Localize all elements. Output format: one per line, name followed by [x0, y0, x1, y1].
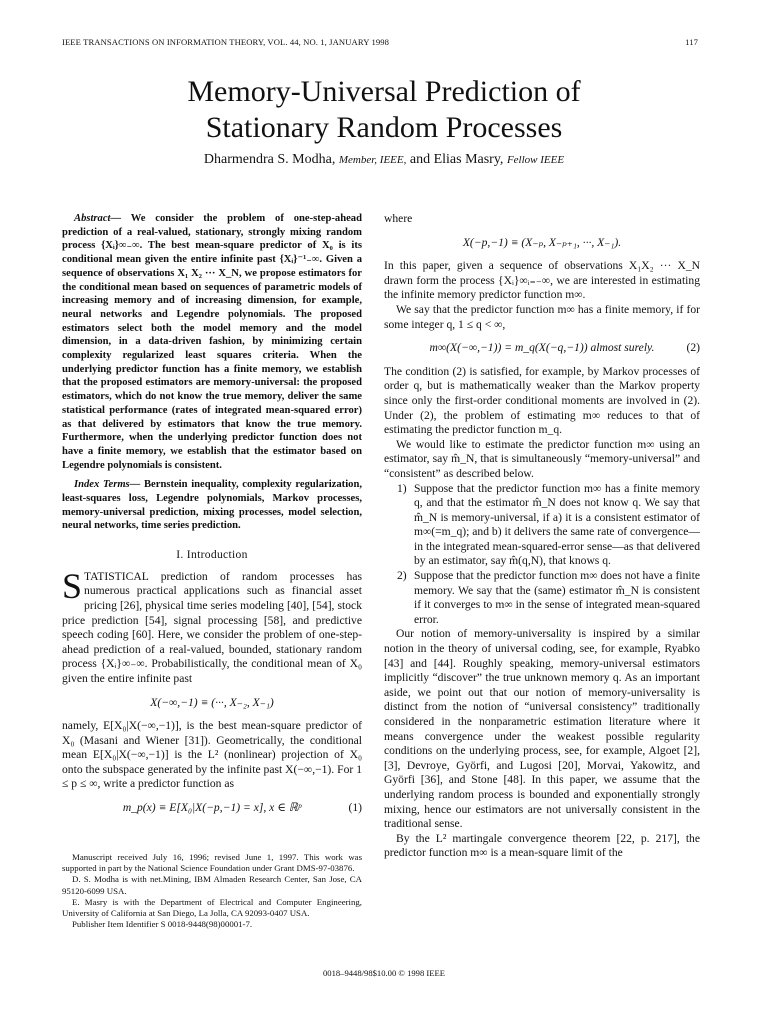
list-item-1-text: Suppose that the predictor function m∞ has a finite memory q, and that the estimator m̂_N does not know q. We say that m̂_N is memory-universal, if a) it is a consistent estimator of m∞(=m_q); and b) it delivers the same rate of convergence—in the integrated mean-squared-error sense—as that delivered by an estimator, say m̂(q,N), that knows q. — [414, 481, 700, 568]
page-number: 117 — [685, 37, 698, 47]
list-item-1-number: 1) — [397, 481, 407, 495]
equation-2-number: (2) — [686, 341, 700, 355]
author-1: Dharmendra S. Modha, — [203, 152, 336, 167]
intro-paragraph-2: namely, E[X₀|X(−∞,−1)], is the best mean-square predictor of X₀ (Masani and Wiener [31]). Geometrically, the conditional mean E[X₀|X(−∞,−1)] is the L² (nonlinear) projection of X₀ onto the subspace generated by the infinite past X(−∞,−1). For 1 ≤ p ≤ ∞, write a predictor function as — [62, 719, 362, 791]
right-paragraph-4: We would like to estimate the predictor function m∞ using an estimator, say m̂_N, that is simultaneously “memory-universal” and “consistent” as described below. — [384, 437, 700, 480]
section-heading: I. Introduction — [176, 548, 248, 562]
title-line-1: Memory-Universal Prediction of — [187, 75, 581, 108]
equation-1 — [62, 801, 362, 816]
footnote-identifier: Publisher Item Identifier S 0018-9448(98)00001-7. — [72, 919, 253, 930]
equation-1-number: (1) — [348, 801, 362, 815]
where-text: where — [384, 212, 413, 225]
right-paragraph-5: Our notion of memory-universality is inspired by a similar notion in the theory of universal coding, see, for example, Ryabko [43] and [44]. Roughly speaking, memory-universal estimators implicitly “discover” the true unknown memory q. As an important aside, we point out that our notion of memory-universality is distinct from the notion of “universal consistency” traditionally considered in the nonparametric estimation literature where it means convergence under the weakest possible regularity conditions on the underlying process, see, for example, Algoet [2], [3], Devroye, Györfi, and Lugosi [20], Morvai, Yakowitz, and Györfi [36], and Stone [48]. In this paper, we assume that the underlying random process is bounded and exponentially strongly mixing, hence our estimators are not universally consistent in the traditional sense. — [384, 627, 700, 831]
list-item-2 — [384, 569, 700, 627]
equation-2-body: m∞(X(−∞,−1)) = m_q(X(−q,−1)) almost surely. — [429, 341, 655, 355]
copyright-footer: 0018–9448/98$10.00 © 1998 IEEE — [322, 968, 446, 978]
running-header — [62, 37, 698, 51]
author-conj: and Elias Masry, — [409, 152, 504, 167]
intro-paragraph-1 — [62, 565, 362, 687]
list-item-2-text: Suppose that the predictor function m∞ does not have a finite memory. We say that the (same) estimator m̂_N is consistent if it converges to m∞ in the sense of integrated mean-squared error. — [414, 569, 700, 626]
index-terms-text: Bernstein inequality, complexity regularization, least-squares loss, Legendre polynomials, Markov processes, memory-universal prediction, mixing processes, model selection, neural networks, time series prediction. — [62, 479, 362, 532]
right-paragraph-3: The condition (2) is satisfied, for example, by Markov processes of order q, but is mathematically weaker than the Markov property since only the first-order conditional moments are involved in (2). Under (2), the problem of estimating m∞ reduces to that of estimating the predictor function m_q. — [384, 364, 700, 437]
footnote-modha: D. S. Modha is with net.Mining, IBM Almaden Research Center, San Jose, CA 95120-6099 USA. — [62, 874, 362, 896]
equation-infinite-past: X(−∞,−1) ≡ (···, X₋₂, X₋₁) — [150, 695, 274, 709]
list-item-2-number: 2) — [397, 569, 407, 583]
equation-window: X(−p,−1) ≡ (X₋ₚ, X₋ₚ₊₁, ···, X₋₁). — [462, 235, 622, 249]
abstract-label: Abstract— — [74, 213, 122, 224]
author-1-role: Member, IEEE, — [338, 154, 407, 166]
drop-cap: S — [62, 565, 83, 606]
intro-text-1: TATISTICAL prediction of random processes has numerous practical applications such as financial asset pricing [26], physical time series modeling [40], [54], stock price prediction [54], signal processing [58], and predictive speech coding [60]. Here, we consider the problem of one-step-ahead prediction of a real-valued, bounded, stationary random process {Xᵢ}∞₋∞. Probabilistically, the conditional mean of X₀ given the entire infinite past — [62, 569, 362, 685]
journal-line: IEEE TRANSACTIONS ON INFORMATION THEORY, VOL. 44, NO. 1, JANUARY 1998 — [62, 37, 390, 47]
left-column — [62, 212, 362, 825]
right-column — [384, 212, 700, 861]
index-terms — [62, 478, 362, 533]
author-2-role: Fellow IEEE — [506, 154, 565, 166]
footnote-received: Manuscript received July 16, 1996; revised June 1, 1997. This work was supported in part by the National Science Foundation under Grant DMS-97-03876. — [62, 852, 362, 874]
title-line-2: Stationary Random Processes — [205, 111, 563, 144]
author-line — [0, 152, 768, 168]
abstract — [62, 212, 362, 472]
abstract-text: We consider the problem of one-step-ahead prediction of a real-valued, stationary, strongly mixing random process {Xᵢ}∞₋∞. The best mean-square predictor of X₀ is its conditional mean given the entire infinite past {Xᵢ}⁻¹₋∞. Given a sequence of observations X₁ X₂ ··· X_N, we propose estimators for the conditional mean based on sequences of parametric models of increasing memory and of increasing dimension, for example, neural networks and Legendre polynomials. The proposed estimators select both the model memory and the model dimension, in a data-driven fashion, by minimizing certain complexity regularized least squares criteria. When the underlying predictor function has a finite memory, we establish that the proposed estimators are memory-universal: the proposed estimators, which do not know the true memory, deliver the same statistical performance (rates of integrated mean-squared error) as that delivered by estimators that know the true memory. Furthermore, when the underlying predictor function does not have a finite memory, we establish that the estimator based on Legendre polynomials is consistent. — [62, 213, 362, 471]
index-terms-label: Index Terms— — [74, 479, 141, 491]
right-paragraph-6: By the L² martingale convergence theorem [22, p. 217], the predictor function m∞ is a mean-square limit of the — [384, 831, 700, 860]
paper-title — [0, 74, 768, 146]
footnotes — [62, 852, 362, 930]
footnote-masry: E. Masry is with the Department of Electrical and Computer Engineering, University of California at San Diego, La Jolla, CA 92093-0407 USA. — [62, 896, 362, 919]
equation-1-body: m_p(x) ≡ E[X₀|X(−p,−1) = x], x ∈ ℝᵖ — [122, 801, 302, 815]
right-paragraph-2: We say that the predictor function m∞ has a finite memory, if for some integer q, 1 ≤ q < ∞, — [384, 302, 700, 331]
right-paragraph-1: In this paper, given a sequence of observations X₁X₂ ··· X_N drawn form the process {Xᵢ}∞ᵢ₌₋∞, we are interested in estimating the infinite memory predictor function m∞. — [384, 259, 700, 302]
equation-2 — [384, 341, 700, 356]
list-item-1 — [384, 482, 700, 570]
